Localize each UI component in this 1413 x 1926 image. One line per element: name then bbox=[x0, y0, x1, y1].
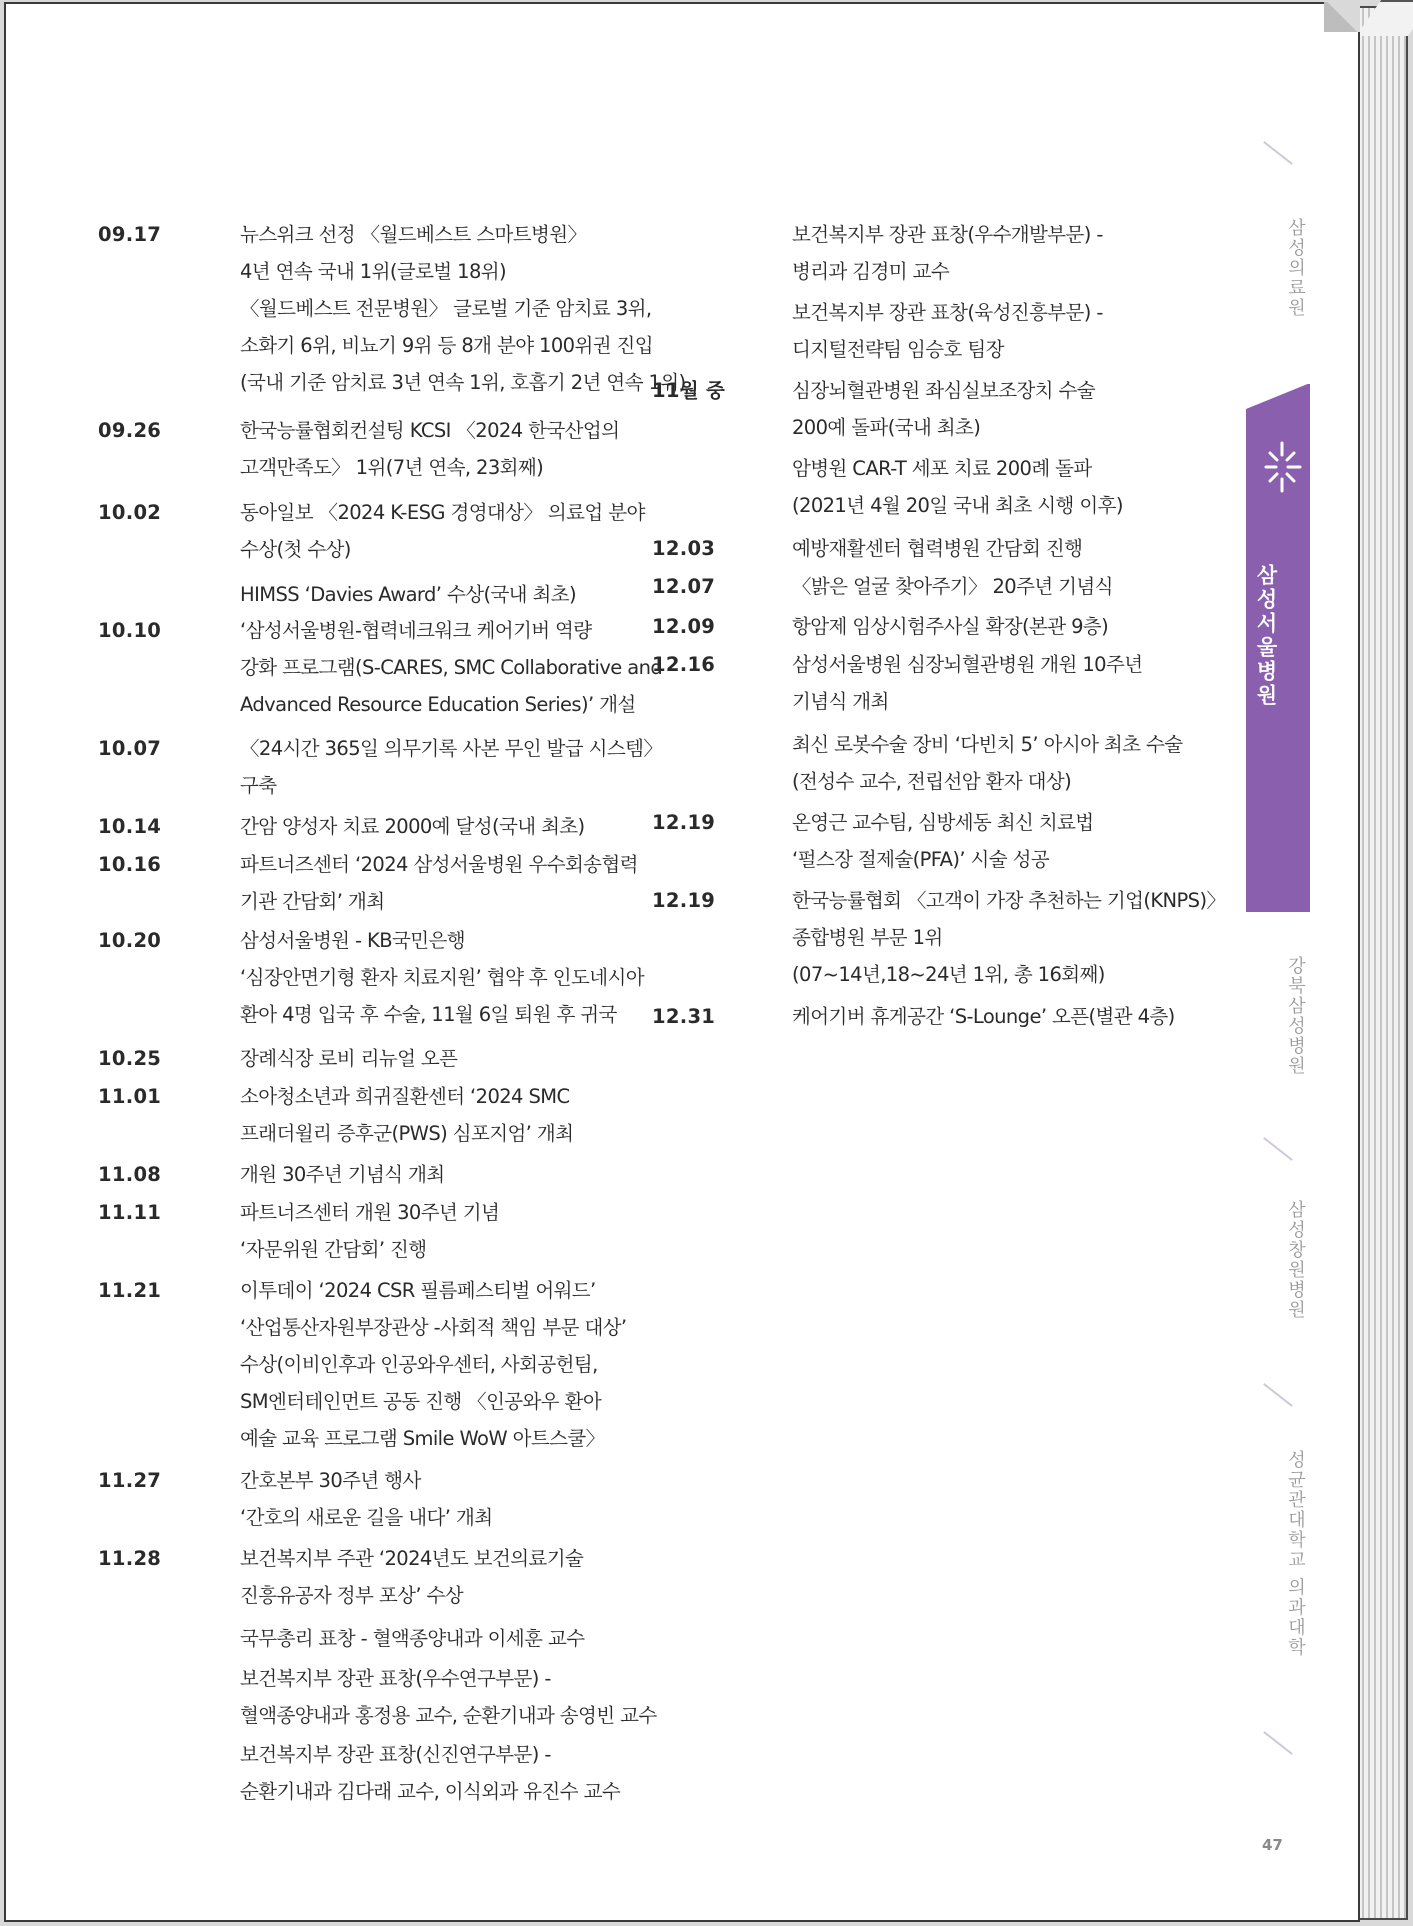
entry-line: 〈밝은 얼굴 찾아주기〉 20주년 기념식 bbox=[792, 575, 1113, 598]
timeline-entry bbox=[240, 846, 638, 920]
timeline-entry bbox=[240, 576, 576, 613]
entry-line: 프래더윌리 증후군(PWS) 심포지엄’ 개최 bbox=[240, 1122, 574, 1145]
entry-line: 보건복지부 장관 표창(육성진흥부문) - bbox=[792, 301, 1103, 324]
entry-line: 소아청소년과 희귀질환센터 ‘2024 SMC bbox=[240, 1085, 570, 1108]
entry-line: 〈24시간 365일 의무기록 사본 무인 발급 시스템〉 bbox=[240, 737, 663, 760]
entry-line: 혈액종양내과 홍정용 교수, 순환기내과 송영빈 교수 bbox=[240, 1704, 657, 1727]
entry-line: HIMSS ‘Davies Award’ 수상(국내 최초) bbox=[240, 583, 577, 606]
entry-line: 4년 연속 국내 1위(글로벌 18위) bbox=[240, 260, 507, 283]
timeline-entry bbox=[240, 1040, 457, 1077]
entry-line: 동아일보 〈2024 K-ESG 경영대상〉 의료업 분야 bbox=[240, 501, 645, 524]
document-page bbox=[4, 2, 1360, 1922]
entry-line: 삼성서울병원 - KB국민은행 bbox=[240, 929, 465, 952]
timeline-entry bbox=[792, 450, 1123, 524]
side-nav bbox=[1246, 4, 1316, 1924]
divider-slash-icon bbox=[1263, 1383, 1293, 1407]
entry-date: 10.16 bbox=[98, 853, 162, 876]
entry-date: 10.02 bbox=[98, 501, 162, 524]
timeline-entry bbox=[240, 1620, 584, 1657]
timeline-entry bbox=[792, 568, 1113, 605]
timeline-entry bbox=[240, 808, 585, 845]
entry-date: 10.20 bbox=[98, 929, 162, 952]
timeline-entry bbox=[792, 726, 1182, 800]
entry-line: 예방재활센터 협력병원 간담회 진행 bbox=[792, 537, 1083, 560]
entry-date: 12.09 bbox=[652, 615, 716, 638]
timeline-entry bbox=[792, 804, 1094, 878]
entry-line: 온영근 교수팀, 심방세동 최신 치료법 bbox=[792, 811, 1094, 834]
entry-date: 12.03 bbox=[652, 537, 716, 560]
entry-date: 12.19 bbox=[652, 811, 716, 834]
entry-date: 11.11 bbox=[98, 1201, 162, 1224]
entry-line: 200예 돌파(국내 최초) bbox=[792, 416, 981, 439]
entry-date: 11.21 bbox=[98, 1279, 162, 1302]
timeline-entry bbox=[240, 216, 686, 401]
entry-line: ‘펄스장 절제술(PFA)’ 시술 성공 bbox=[792, 848, 1050, 871]
timeline-entry bbox=[240, 1194, 499, 1268]
timeline-entry bbox=[240, 1540, 583, 1614]
entry-line: (2021년 4월 20일 국내 최초 시행 이후) bbox=[792, 494, 1123, 517]
entry-line: ‘간호의 새로운 길을 내다’ 개최 bbox=[240, 1506, 493, 1529]
timeline-entry bbox=[240, 1078, 573, 1152]
entry-line: ‘자문위원 간담회’ 진행 bbox=[240, 1238, 427, 1261]
entry-line: (07~14년,18~24년 1위, 총 16회째) bbox=[792, 963, 1105, 986]
side-nav-item-samsung-medical-center[interactable]: 삼성의료원 bbox=[1285, 218, 1306, 318]
entry-line: 환아 4명 입국 후 수술, 11월 6일 퇴원 후 귀국 bbox=[240, 1003, 617, 1026]
side-nav-item-samsung-seoul-hospital[interactable]: 삼성서울병원 bbox=[1254, 564, 1278, 708]
entry-line: 간호본부 30주년 행사 bbox=[240, 1469, 421, 1492]
entry-line: 〈월드베스트 전문병원〉 글로벌 기준 암치료 3위, bbox=[240, 297, 652, 320]
timeline-entry bbox=[240, 922, 644, 1033]
entry-line: 암병원 CAR-T 세포 치료 200례 돌파 bbox=[792, 457, 1092, 480]
entry-date: 12.16 bbox=[652, 653, 716, 676]
entry-line: 소화기 6위, 비뇨기 9위 등 8개 분야 100위권 진입 bbox=[240, 334, 654, 357]
timeline-entry bbox=[792, 998, 1175, 1035]
divider-slash-icon bbox=[1263, 1137, 1293, 1161]
entry-line: 국무총리 표창 - 혈액종양내과 이세훈 교수 bbox=[240, 1627, 585, 1650]
entry-date: 12.07 bbox=[652, 575, 716, 598]
entry-line: 이투데이 ‘2024 CSR 필름페스티벌 어워드’ bbox=[240, 1279, 596, 1302]
timeline-entry bbox=[240, 1156, 445, 1193]
entry-date: 10.14 bbox=[98, 815, 162, 838]
entry-line: 장례식장 로비 리뉴얼 오픈 bbox=[240, 1047, 458, 1070]
entry-date: 11.27 bbox=[98, 1469, 162, 1492]
timeline-entry bbox=[240, 730, 662, 804]
entry-date: 11.01 bbox=[98, 1085, 162, 1108]
timeline-entry bbox=[792, 882, 1225, 993]
entry-date: 09.17 bbox=[98, 223, 162, 246]
entry-line: ‘삼성서울병원-협력네크워크 케어기버 역량 bbox=[240, 619, 592, 642]
timeline-entry bbox=[792, 372, 1095, 446]
entry-line: 수상(첫 수상) bbox=[240, 538, 351, 561]
entry-line: 기관 간담회’ 개최 bbox=[240, 890, 385, 913]
entry-line: ‘심장안면기형 환자 치료지원’ 협약 후 인도네시아 bbox=[240, 966, 644, 989]
entry-line: 구축 bbox=[240, 774, 277, 797]
timeline-entry bbox=[792, 530, 1082, 567]
entry-line: 한국능률협회 〈고객이 가장 추천하는 기업(KNPS)〉 bbox=[792, 889, 1226, 912]
entry-line: (국내 기준 암치료 3년 연속 1위, 호흡기 2년 연속 1위) bbox=[240, 371, 686, 394]
entry-line: 강화 프로그램(S-CARES, SMC Collaborative and bbox=[240, 656, 663, 679]
side-nav-item-kangbuk-samsung[interactable]: 강북삼성병원 bbox=[1285, 956, 1306, 1076]
entry-line: 항암제 임상시험주사실 확장(본관 9층) bbox=[792, 615, 1109, 638]
side-nav-item-skku-medicine[interactable]: 성균관대학교 의과대학 bbox=[1285, 1450, 1306, 1658]
timeline-entry bbox=[792, 294, 1103, 368]
entry-date: 10.25 bbox=[98, 1047, 162, 1070]
entry-line: 보건복지부 주관 ‘2024년도 보건의료기술 bbox=[240, 1547, 584, 1570]
entry-date: 12.19 bbox=[652, 889, 716, 912]
entry-line: 예술 교육 프로그램 Smile WoW 아트스쿨〉 bbox=[240, 1427, 605, 1450]
timeline-entry bbox=[240, 612, 662, 723]
entry-line: 최신 로봇수술 장비 ‘다빈치 5’ 아시아 최초 수술 bbox=[792, 733, 1183, 756]
timeline-entry bbox=[240, 1736, 620, 1810]
entry-line: 파트너즈센터 개원 30주년 기념 bbox=[240, 1201, 500, 1224]
timeline-entry bbox=[240, 412, 619, 486]
timeline-entry bbox=[792, 608, 1108, 645]
page-number: 47 bbox=[1262, 1836, 1283, 1854]
entry-date: 11.08 bbox=[98, 1163, 162, 1186]
entry-line: 순환기내과 김다래 교수, 이식외과 유진수 교수 bbox=[240, 1780, 621, 1803]
entry-line: 디지털전략팀 임승호 팀장 bbox=[792, 338, 1004, 361]
divider-slash-icon bbox=[1263, 1731, 1293, 1755]
entry-line: 뉴스위크 선정 〈월드베스트 스마트병원〉 bbox=[240, 223, 587, 246]
entry-line: 진흥유공자 정부 포상’ 수상 bbox=[240, 1584, 464, 1607]
timeline-entry bbox=[792, 646, 1142, 720]
entry-line: 고객만족도〉 1위(7년 연속, 23회째) bbox=[240, 456, 544, 479]
entry-line: SM엔터테인먼트 공동 진행 〈인공와우 환아 bbox=[240, 1390, 602, 1413]
entry-date: 09.26 bbox=[98, 419, 162, 442]
timeline-entry bbox=[240, 1272, 627, 1457]
entry-date: 12.31 bbox=[652, 1005, 716, 1028]
entry-line: Advanced Resource Education Series)’ 개설 bbox=[240, 693, 636, 716]
entry-line: 개원 30주년 기념식 개최 bbox=[240, 1163, 445, 1186]
side-nav-item-samsung-changwon[interactable]: 삼성창원병원 bbox=[1285, 1200, 1306, 1320]
entry-line: 기념식 개최 bbox=[792, 690, 889, 713]
sparkle-icon bbox=[1262, 439, 1302, 495]
entry-line: 병리과 김경미 교수 bbox=[792, 260, 950, 283]
entry-line: ‘산업통산자원부장관상 -사회적 책임 부문 대상’ bbox=[240, 1316, 627, 1339]
entry-line: 케어기버 휴게공간 ‘S-Lounge’ 오픈(별관 4층) bbox=[792, 1005, 1175, 1028]
entry-line: 심장뇌혈관병원 좌심실보조장치 수술 bbox=[792, 379, 1095, 402]
entry-line: 삼성서울병원 심장뇌혈관병원 개원 10주년 bbox=[792, 653, 1143, 676]
entry-line: (전성수 교수, 전립선암 환자 대상) bbox=[792, 770, 1072, 793]
entry-date: 10.07 bbox=[98, 737, 162, 760]
timeline-entry bbox=[240, 1660, 657, 1734]
entry-line: 보건복지부 장관 표창(우수개발부문) - bbox=[792, 223, 1103, 246]
entry-line: 한국능률협회컨설팅 KCSI 〈2024 한국산업의 bbox=[240, 419, 620, 442]
entry-line: 파트너즈센터 ‘2024 삼성서울병원 우수회송협력 bbox=[240, 853, 638, 876]
entry-line: 수상(이비인후과 인공와우센터, 사회공헌팀, bbox=[240, 1353, 598, 1376]
entry-date: 11.28 bbox=[98, 1547, 162, 1570]
timeline-entry bbox=[792, 216, 1103, 290]
entry-date: 11월 중 bbox=[652, 379, 726, 402]
entry-line: 종합병원 부문 1위 bbox=[792, 926, 943, 949]
entry-line: 보건복지부 장관 표창(우수연구부문) - bbox=[240, 1667, 551, 1690]
divider-slash-icon bbox=[1263, 141, 1293, 165]
entry-date: 10.10 bbox=[98, 619, 162, 642]
entry-line: 간암 양성자 치료 2000예 달성(국내 최초) bbox=[240, 815, 585, 838]
entry-line: 보건복지부 장관 표창(신진연구부문) - bbox=[240, 1743, 551, 1766]
timeline-entry bbox=[240, 494, 645, 568]
timeline-entry bbox=[240, 1462, 492, 1536]
